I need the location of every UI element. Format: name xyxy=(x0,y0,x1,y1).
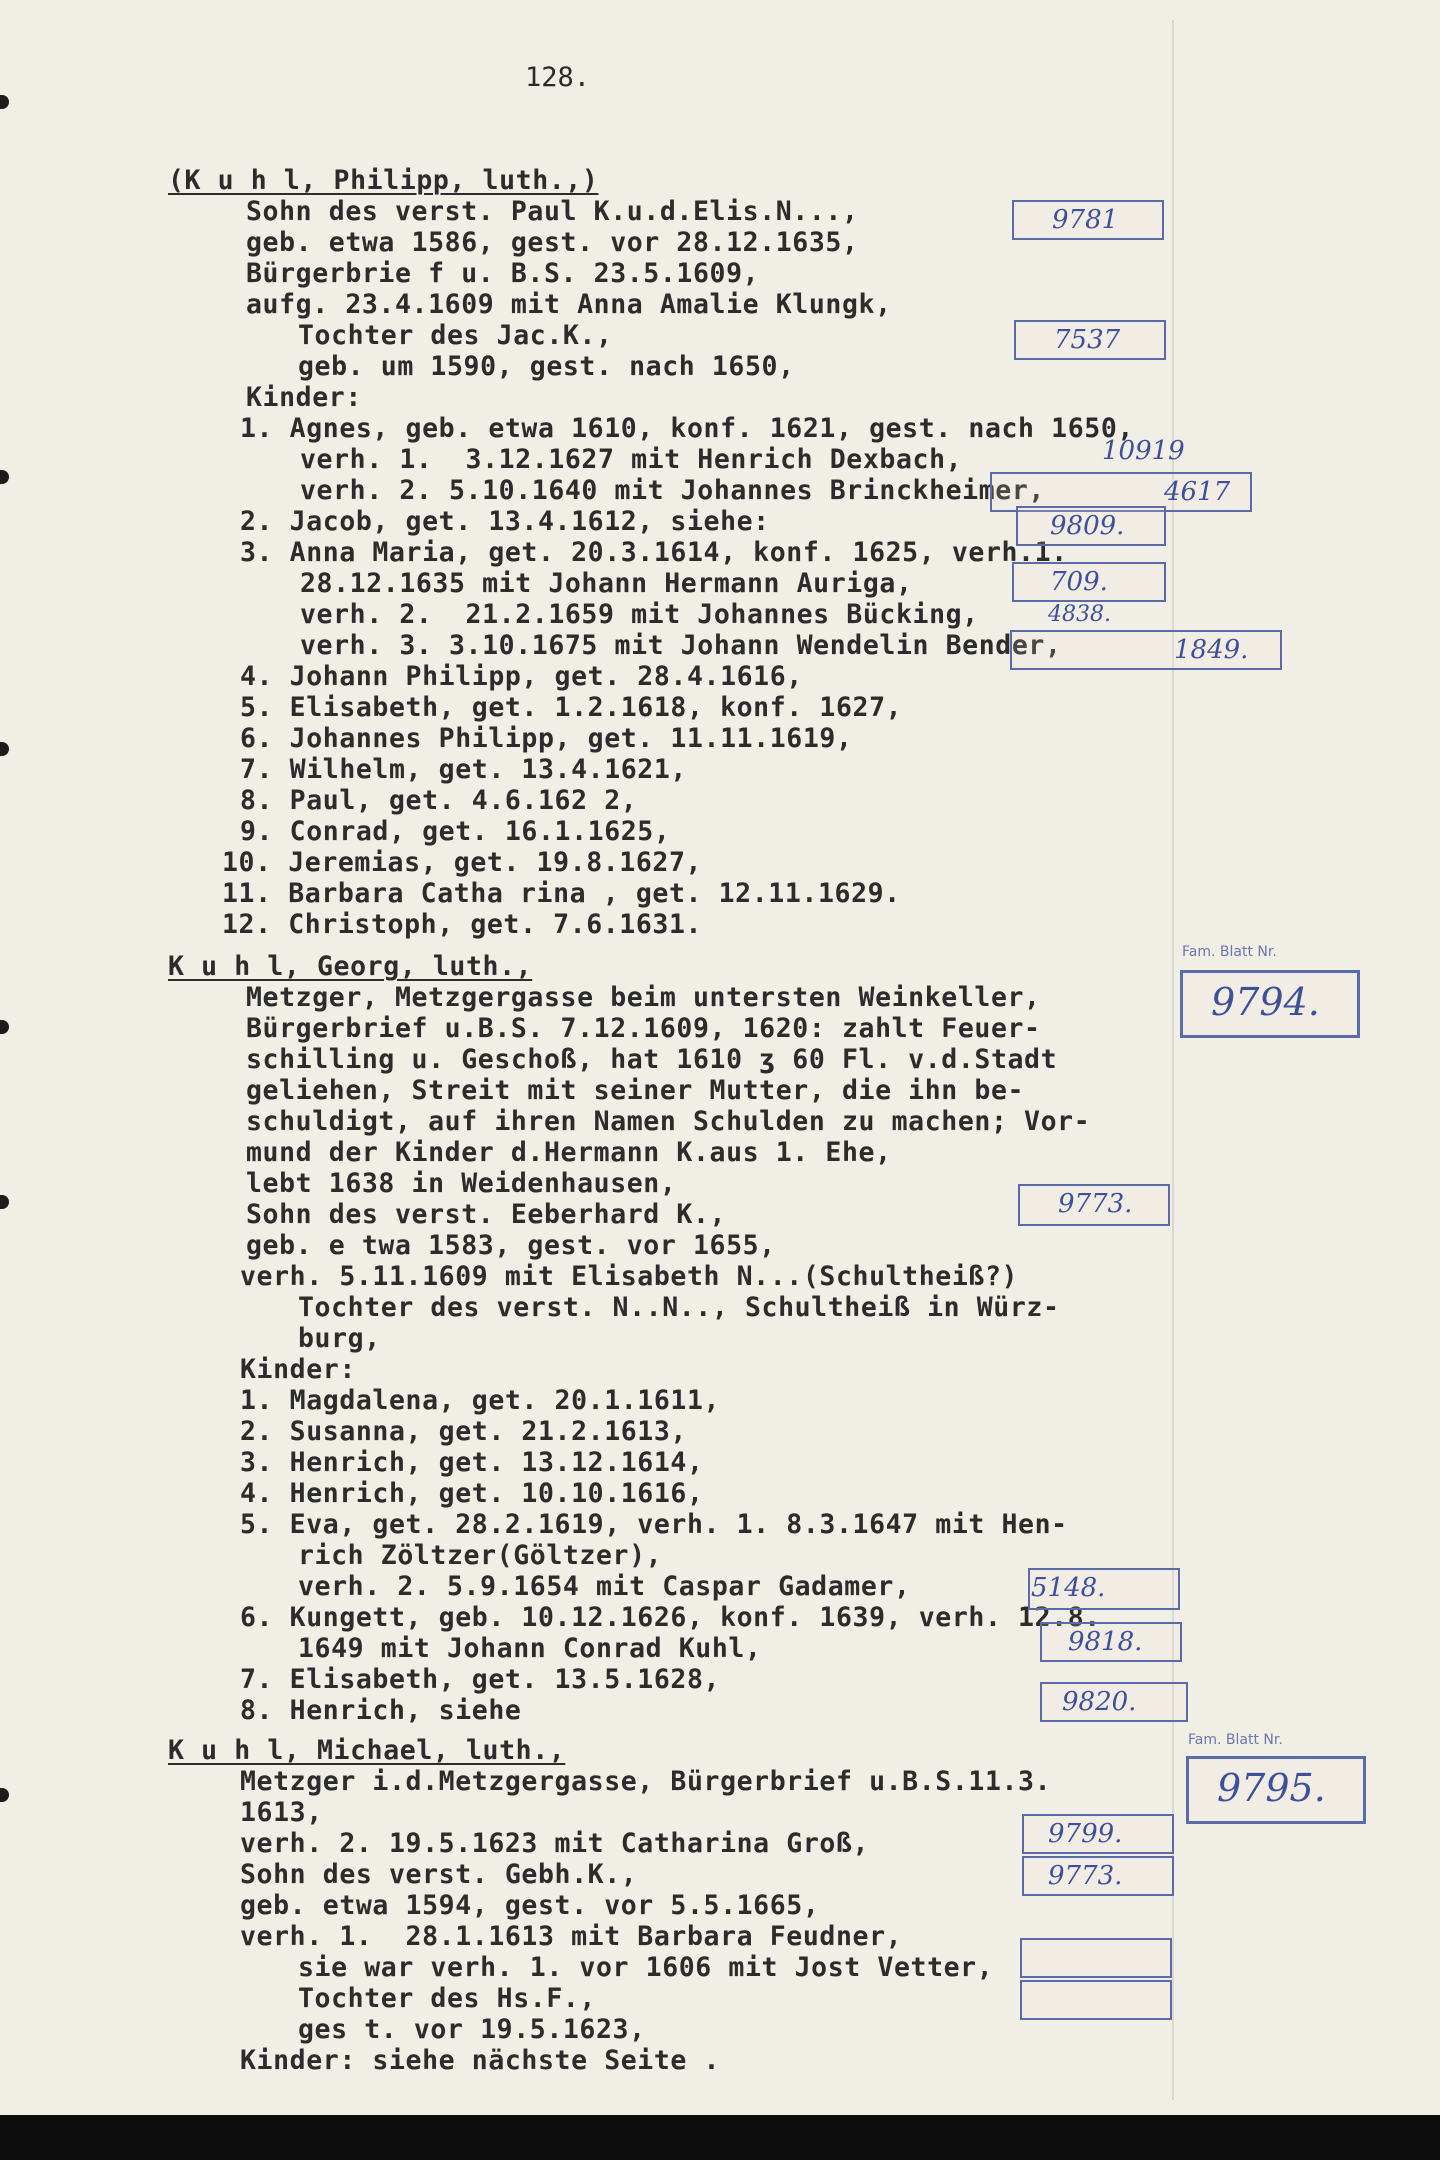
text-line: Bürgerbrie f u. B.S. 23.5.1609, xyxy=(246,258,760,289)
text-line: verh. 2. 5.9.1654 mit Caspar Gadamer, xyxy=(298,1571,911,1602)
ref-box-empty xyxy=(1020,1980,1172,2020)
text-line: sie war verh. 1. vor 1606 mit Jost Vetter, xyxy=(298,1952,994,1983)
ref-box-conrad-kuhl: 9818. xyxy=(1040,1622,1182,1662)
text-line: verh. 3. 3.10.1675 mit Johann Wendelin Bender, xyxy=(300,630,1062,661)
ref-box-gadamer: 5148. xyxy=(1028,1568,1180,1610)
child-item: 3. Anna Maria, get. 20.3.1614, konf. 1625, verh.1. xyxy=(240,537,1068,568)
child-item: 8. Paul, get. 4.6.162 2, xyxy=(240,785,638,816)
text-line: Metzger, Metzgergasse beim untersten Weinkeller, xyxy=(246,982,1041,1013)
text-line: geb. etwa 1586, gest. vor 28.12.1635, xyxy=(246,227,859,258)
text-line: verh. 5.11.1609 mit Elisabeth N...(Schultheiß?) xyxy=(240,1261,1019,1292)
text-line: Tochter des Jac.K., xyxy=(298,320,613,351)
entry-heading-georg: K u h l, Georg, luth., xyxy=(168,951,533,982)
punch-hole xyxy=(0,1788,9,1802)
ref-box-empty xyxy=(1020,1938,1172,1978)
margin-rule xyxy=(1172,20,1174,2100)
text-line: verh. 1. 3.12.1627 mit Henrich Dexbach, xyxy=(300,444,963,475)
text-line: schuldigt, auf ihren Namen Schulden zu machen; Vor- xyxy=(246,1106,1091,1137)
ref-box-paul: 9781 xyxy=(1012,200,1164,240)
ref-note-buecking: 4838. xyxy=(1048,602,1111,627)
child-item: 6. Kungett, geb. 10.12.1626, konf. 1639, verh. 12.8. xyxy=(240,1602,1101,1633)
text-line: Tochter des verst. N..N.., Schultheiß in Würz- xyxy=(298,1292,1060,1323)
ref-note-dexbach: 10919 xyxy=(1102,436,1185,466)
child-item: 3. Henrich, get. 13.12.1614, xyxy=(240,1447,704,1478)
fam-blatt-box-georg: 9794. xyxy=(1180,970,1360,1038)
child-item: 1. Agnes, geb. etwa 1610, konf. 1621, gest. nach 1650, xyxy=(240,413,1134,444)
child-item: 11. Barbara Catha rina , get. 12.11.1629. xyxy=(222,878,901,909)
child-item: 7. Wilhelm, get. 13.4.1621, xyxy=(240,754,687,785)
child-item: 8. Henrich, siehe xyxy=(240,1695,522,1726)
child-item: 2. Jacob, get. 13.4.1612, siehe: xyxy=(240,506,770,537)
text-line: verh. 1. 28.1.1613 mit Barbara Feudner, xyxy=(240,1921,903,1952)
text-line: 1649 mit Johann Conrad Kuhl, xyxy=(298,1633,762,1664)
text-line: aufg. 23.4.1609 mit Anna Amalie Klungk, xyxy=(246,289,892,320)
ref-box-henrich: 9820. xyxy=(1040,1682,1188,1722)
ref-box-jacob: 9809. xyxy=(1016,506,1166,546)
ref-box-eeberhard: 9773. xyxy=(1018,1184,1170,1226)
text-line: Metzger i.d.Metzgergasse, Bürgerbrief u.B.S.11.3. xyxy=(240,1766,1052,1797)
text-line: 28.12.1635 mit Johann Hermann Auriga, xyxy=(300,568,913,599)
text-line: Sohn des verst. Gebh.K., xyxy=(240,1859,638,1890)
text-line: geliehen, Streit mit seiner Mutter, die ihn be- xyxy=(246,1075,1025,1106)
entry-heading-michael: K u h l, Michael, luth., xyxy=(168,1735,566,1766)
child-item: 4. Henrich, get. 10.10.1616, xyxy=(240,1478,704,1509)
fam-blatt-label: Fam. Blatt Nr. xyxy=(1182,944,1277,960)
text-line: ges t. vor 19.5.1623, xyxy=(298,2014,646,2045)
child-item: 6. Johannes Philipp, get. 11.11.1619, xyxy=(240,723,853,754)
children-label: Kinder: xyxy=(246,382,362,413)
ref-box-gross: 9799. xyxy=(1022,1814,1174,1854)
text-line: Bürgerbrief u.B.S. 7.12.1609, 1620: zahlt Feuer- xyxy=(246,1013,1041,1044)
child-item: 1. Magdalena, get. 20.1.1611, xyxy=(240,1385,721,1416)
text-line: burg, xyxy=(298,1323,381,1354)
scan-border xyxy=(0,2115,1440,2160)
text-line: Sohn des verst. Paul K.u.d.Elis.N..., xyxy=(246,196,859,227)
text-line: geb. um 1590, gest. nach 1650, xyxy=(298,351,795,382)
child-item: 5. Eva, get. 28.2.1619, verh. 1. 8.3.1647 mit Hen- xyxy=(240,1509,1068,1540)
text-line: geb. e twa 1583, gest. vor 1655, xyxy=(246,1230,776,1261)
child-item: 5. Elisabeth, get. 1.2.1618, konf. 1627, xyxy=(240,692,903,723)
child-item: 10. Jeremias, get. 19.8.1627, xyxy=(222,847,703,878)
text-line: geb. etwa 1594, gest. vor 5.5.1665, xyxy=(240,1890,820,1921)
ref-box-klungk: 7537 xyxy=(1014,320,1166,360)
punch-hole xyxy=(0,95,9,109)
children-label: Kinder: xyxy=(240,1354,356,1385)
text-line: Kinder: siehe nächste Seite . xyxy=(240,2045,721,2076)
page-number: 128. xyxy=(525,62,591,93)
text-line: verh. 2. 19.5.1623 mit Catharina Groß, xyxy=(240,1828,870,1859)
child-item: 12. Christoph, get. 7.6.1631. xyxy=(222,909,703,940)
text-line: verh. 2. 5.10.1640 mit Johannes Brinckheimer, xyxy=(300,475,1045,506)
fam-blatt-label: Fam. Blatt Nr. xyxy=(1188,1732,1283,1748)
text-line: Sohn des verst. Eeberhard K., xyxy=(246,1199,727,1230)
child-item: 9. Conrad, get. 16.1.1625, xyxy=(240,816,671,847)
ref-box-gebh: 9773. xyxy=(1022,1856,1174,1896)
punch-hole xyxy=(0,742,9,756)
punch-hole xyxy=(0,1195,9,1209)
text-line: schilling u. Geschoß, hat 1610 ʒ 60 Fl. v.d.Stadt xyxy=(246,1044,1058,1075)
text-line: Tochter des Hs.F., xyxy=(298,1983,596,2014)
ref-box-auriga: 709. xyxy=(1012,562,1166,602)
child-item: 7. Elisabeth, get. 13.5.1628, xyxy=(240,1664,721,1695)
text-line: lebt 1638 in Weidenhausen, xyxy=(246,1168,677,1199)
text-line: verh. 2. 21.2.1659 mit Johannes Bücking, xyxy=(300,599,979,630)
ref-box-bender: 1849. xyxy=(1010,630,1282,670)
entry-heading-philipp: (K u h l, Philipp, luth.,) xyxy=(168,165,599,196)
punch-hole xyxy=(0,1020,9,1034)
child-item: 4. Johann Philipp, get. 28.4.1616, xyxy=(240,661,803,692)
punch-hole xyxy=(0,470,9,484)
text-line: 1613, xyxy=(240,1797,323,1828)
text-line: mund der Kinder d.Hermann K.aus 1. Ehe, xyxy=(246,1137,892,1168)
text-line: rich Zöltzer(Göltzer), xyxy=(298,1540,663,1571)
fam-blatt-box-michael: 9795. xyxy=(1186,1756,1366,1824)
child-item: 2. Susanna, get. 21.2.1613, xyxy=(240,1416,687,1447)
ref-box-brinckheimer: 4617 xyxy=(990,472,1252,512)
